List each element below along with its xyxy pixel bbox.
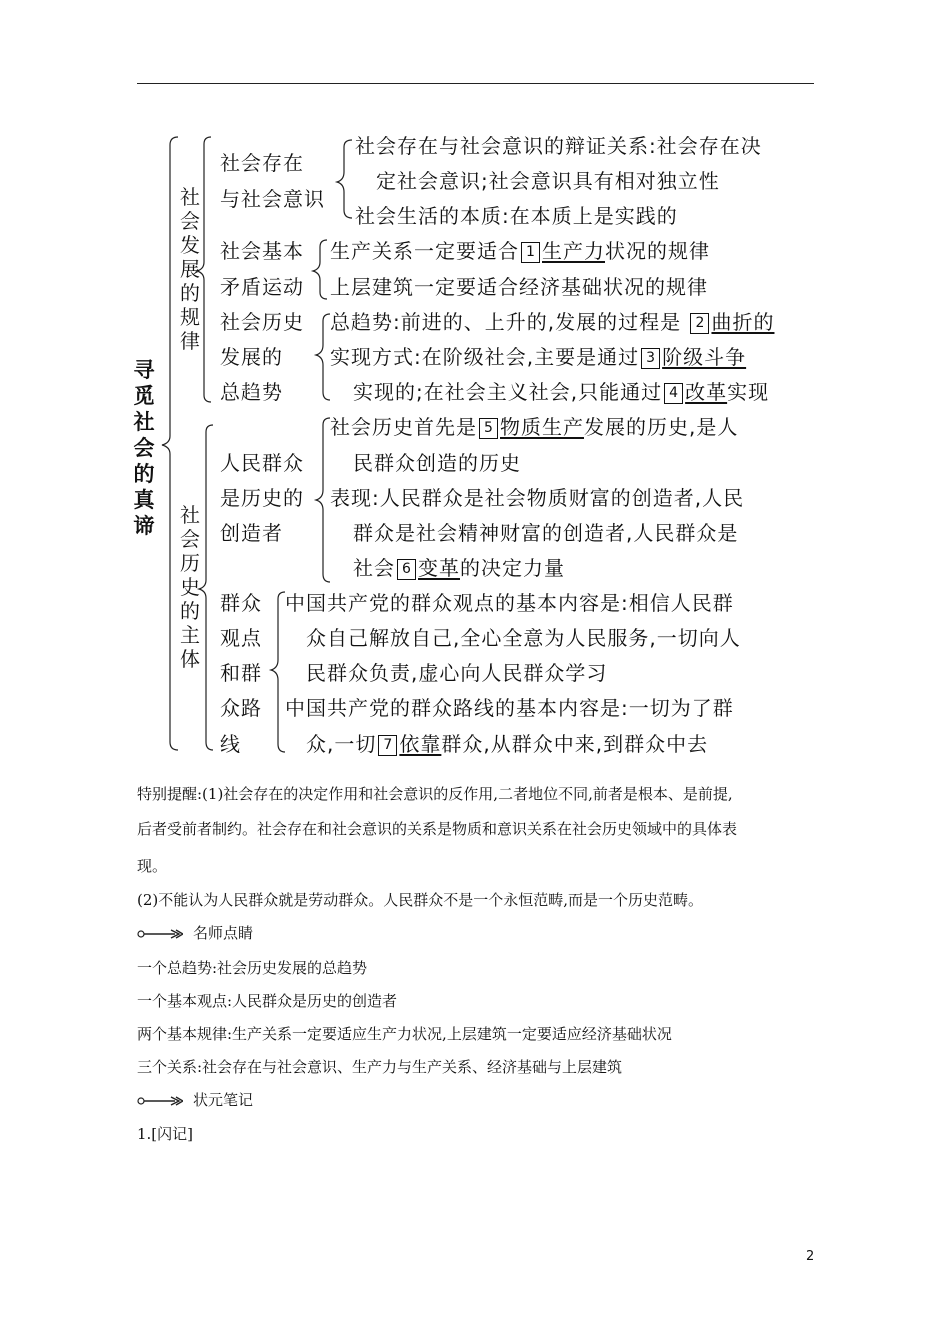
root-brace (162, 137, 178, 750)
s1-line3: 社会生活的本质:在本质上是实践的 (355, 204, 678, 228)
s4-label-line3: 创造者 (220, 521, 283, 545)
answer-1: 生产力 (542, 239, 605, 263)
s3-line2: 实现方式:在阶级社会,主要是通过 3 阶级斗争 (330, 345, 747, 369)
s5-line2: 众自己解放自己,全心全意为人民服务,一切向人 (306, 626, 741, 650)
s1-brace (337, 140, 352, 218)
blank-number-2: 2 (690, 313, 709, 334)
s5-line1: 中国共产党的群众观点的基本内容是:相信人民群 (285, 591, 734, 615)
page-number: 2 (806, 1249, 815, 1264)
root-title: 寻 觅 社 会 的 真 谛 (133, 358, 155, 538)
s5-brace (271, 592, 285, 752)
answer-2: 曲折的 (711, 310, 775, 334)
s3-label-line1: 社会历史 (220, 310, 304, 334)
s3-label-line2: 发展的 (220, 345, 283, 369)
heading-zhuangyuan: 状元笔记 (137, 1090, 253, 1110)
s4-line4: 群众是社会精神财富的创造者,人民群众是 (353, 521, 739, 545)
branch1-title: 社 会 发 展 的 规 律 (180, 185, 200, 353)
note-p1-line3: 现。 (137, 857, 168, 875)
s4-label-line2: 是历史的 (220, 486, 304, 510)
blank-number-7: 7 (378, 735, 397, 756)
answer-6: 变革 (418, 556, 460, 580)
s2-label-line1: 社会基本 (220, 239, 304, 263)
s5-label-line4: 众路 (220, 696, 262, 720)
note-p2: (2)不能认为人民群众就是劳动群众。人民群众不是一个永恒范畴,而是一个历史范畴。 (137, 891, 704, 909)
blank-number-3: 3 (641, 348, 660, 369)
s1-label-line2: 与社会意识 (220, 187, 325, 211)
s4-brace (316, 418, 330, 582)
s5-label-line2: 观点 (220, 626, 262, 650)
answer-4: 改革 (685, 380, 728, 404)
s1-line2: 定社会意识;社会意识具有相对独立性 (376, 169, 720, 193)
sub-heading-1: 1.[闪记] (137, 1125, 194, 1143)
s5-label-line1: 群众 (220, 591, 262, 615)
s5-label-line5: 线 (220, 732, 241, 756)
s4-line2: 民群众创造的历史 (353, 451, 521, 475)
blank-number-6: 6 (397, 559, 416, 580)
branch2-title: 社 会 历 史 的 主 体 (180, 503, 200, 671)
s2-label-line2: 矛盾运动 (220, 275, 304, 299)
heading-mingshi: 名师点睛 (137, 923, 253, 943)
arrow-marker-icon (137, 929, 183, 939)
list-item-2: 一个基本观点:人民群众是历史的创造者 (137, 992, 398, 1010)
answer-7: 依靠 (399, 732, 442, 756)
s4-line1: 社会历史首先是 5 物质生产发展的历史,是人 (330, 415, 739, 439)
answer-3: 阶级斗争 (662, 345, 747, 369)
s4-line5: 社会 6 变革的决定力量 (353, 556, 565, 580)
s3-line1: 总趋势:前进的、上升的,发展的过程是 2 曲折的 (330, 310, 775, 334)
s3-label-line3: 总趋势 (220, 380, 283, 404)
s5-line3: 民群众负责,虚心向人民群众学习 (306, 661, 608, 685)
s2-line1: 生产关系一定要适合 1 生产力状况的规律 (330, 239, 710, 263)
note-p1-line2: 后者受前者制约。社会存在和社会意识的关系是物质和意识关系在社会历史领域中的具体表 (137, 820, 738, 838)
s1-line1: 社会存在与社会意识的辩证关系:社会存在决 (355, 134, 762, 158)
list-item-4: 三个关系:社会存在与社会意识、生产力与生产关系、经济基础与上层建筑 (137, 1058, 623, 1076)
answer-5: 物质生产 (500, 415, 584, 439)
s3-line3: 实现的;在社会主义社会,只能通过 4 改革实现 (353, 380, 770, 404)
note-p1-line1: 特别提醒:(1)社会存在的决定作用和社会意识的反作用,二者地位不同,前者是根本、是前提, (137, 785, 733, 803)
s4-label-line1: 人民群众 (220, 451, 304, 475)
arrow-marker-icon (137, 1096, 183, 1106)
blank-number-4: 4 (664, 383, 683, 404)
s5-label-line3: 和群 (220, 661, 262, 685)
list-item-3: 两个基本规律:生产关系一定要适应生产力状况,上层建筑一定要适应经济基础状况 (137, 1025, 672, 1043)
blank-number-5: 5 (479, 418, 498, 439)
s2-line2: 上层建筑一定要适合经济基础状况的规律 (330, 275, 708, 299)
s1-label-line1: 社会存在 (220, 151, 304, 175)
s5-line5: 众,一切 7 依靠群众,从群众中来,到群众中去 (306, 732, 709, 756)
list-item-1: 一个总趋势:社会历史发展的总趋势 (137, 959, 368, 977)
blank-number-1: 1 (521, 242, 540, 263)
s4-line3: 表现:人民群众是社会物质财富的创造者,人民 (330, 486, 745, 510)
s2-brace (313, 240, 327, 299)
s3-brace (316, 314, 330, 400)
s5-line4: 中国共产党的群众路线的基本内容是:一切为了群 (285, 696, 734, 720)
